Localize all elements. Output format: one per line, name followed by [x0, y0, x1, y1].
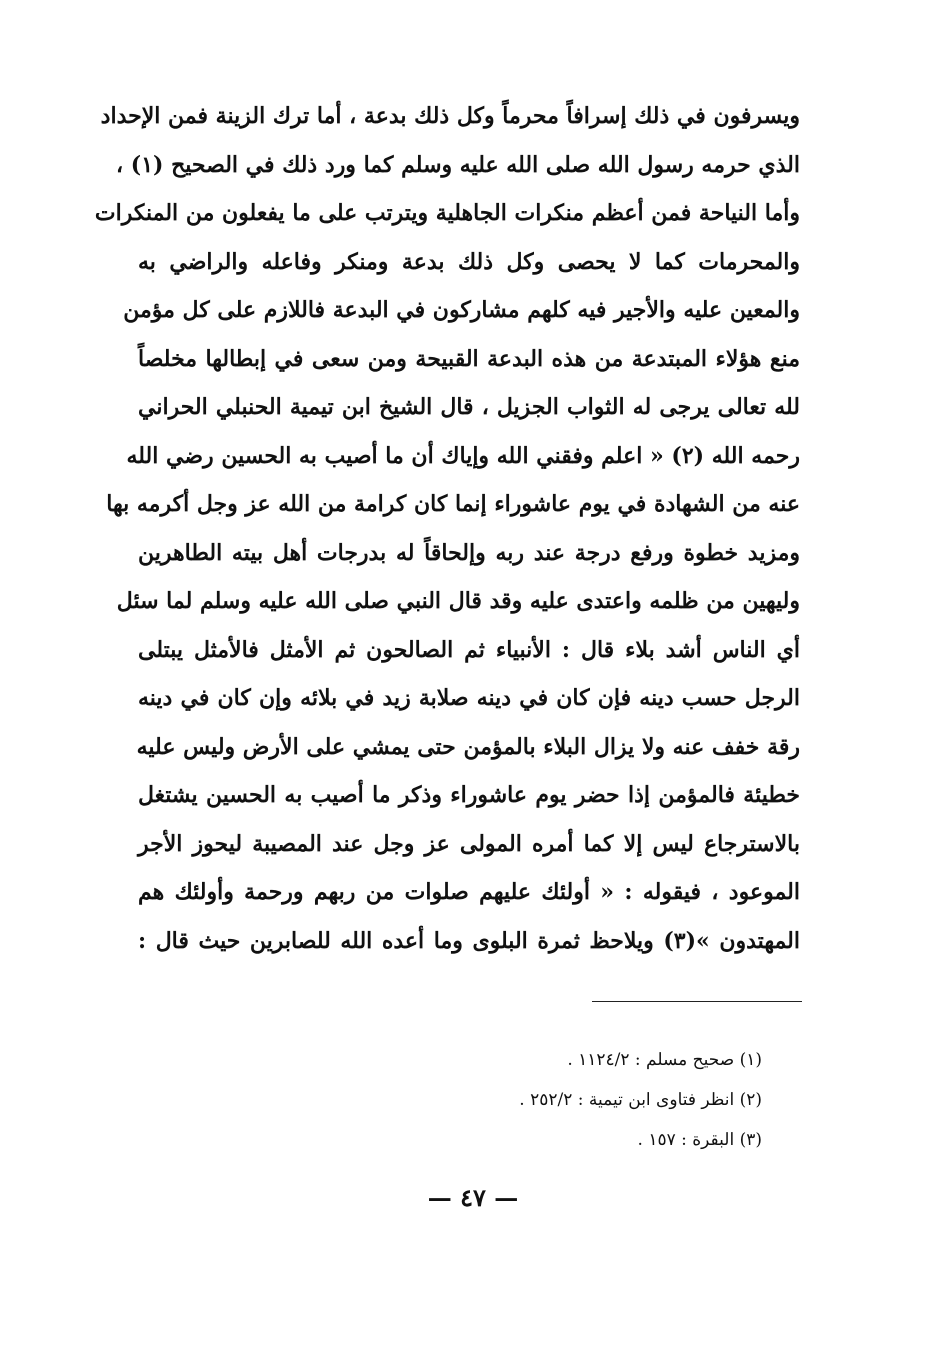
text-line: رقة خفف عنه ولا يزال البلاء بالمؤمن حتى يمشي على الأرض وليس عليه: [136, 733, 800, 760]
text-line: رحمه الله (٢) « اعلم وفقني الله وإياك أن ما أصيب به الحسين رضي الله: [126, 442, 800, 469]
text-line: أي الناس أشد بلاء قال : الأنبياء ثم الصالحون ثم الأمثل فالأمثل يبتلى: [138, 636, 800, 663]
footnote-item: (٣) البقرة : ١٥٧ .: [637, 1130, 762, 1150]
text-line: الرجل حسب دينه فإن كان في دينه صلابة زيد في بلائه وإن كان في دينه: [138, 685, 800, 711]
text-line: والمحرمات كما لا يحصى وكل ذلك بدعة ومنكر وفاعله والراضي به: [138, 248, 800, 275]
text-line: والمعين عليه والأجير فيه كلهم مشاركون في البدعة فاللازم على كل مؤمن: [123, 297, 800, 323]
page-number: — ٤٧ —: [427, 1183, 519, 1212]
text-line: لله تعالى يرجى له الثواب الجزيل ، قال الشيخ ابن تيمية الحنبلي الحراني: [138, 394, 800, 420]
footnote-divider: [592, 1001, 802, 1002]
main-text-block: [94, 92, 801, 965]
footnote-item: (٢) انظر فتاوى ابن تيمية : ٢٥٢/٢ .: [519, 1090, 762, 1110]
text-line: خطيئة فالمؤمن إذا حضر يوم عاشوراء وذكر ما أصيب به الحسين يشتغل: [138, 782, 801, 808]
footnotes-block: [300, 1040, 762, 1160]
text-line: منع هؤلاء المبتدعة من هذه البدعة القبيحة ومن سعى في إبطالها مخلصاً: [138, 345, 800, 372]
text-line: الذي حرمه رسول الله صلى الله عليه وسلم كما ورد ذلك في الصحيح (١) ،: [116, 151, 800, 178]
text-line: عنه من الشهادة في يوم عاشوراء إنما كان كرامة من الله عز وجل أكرمه بها: [106, 491, 800, 517]
text-line: بالاسترجاع ليس إلا كما أمره المولى عز وجل عند المصيبة ليحوز الأجر: [138, 830, 800, 857]
text-line: ويسرفون في ذلك إسرافاً محرماً وكل ذلك بدعة ، أما ترك الزينة فمن الإحداد: [100, 103, 800, 129]
text-line: ومزيد خطوة ورفع درجة عند ربه وإلحاقاً له بدرجات أهل بيته الطاهرين: [138, 539, 800, 566]
text-line: وأما النياحة فمن أعظم منكرات الجاهلية ويترتب على ما يفعلون من المنكرات: [94, 200, 800, 226]
text-line: الموعود ، فيقوله : « أولئك عليهم صلوات من ربهم ورحمة وأولئك هم: [138, 879, 800, 905]
footnote-item: (١) صحيح مسلم : ١١٢٤/٢ .: [567, 1050, 762, 1070]
text-line: وليهين من ظلمه واعتدى عليه وقد قال النبي صلى الله عليه وسلم لما سئل: [116, 588, 800, 614]
text-line: المهتدون »(٣) ويلاحظ ثمرة البلوى وما أعده الله للصابرين حيث قال :: [138, 927, 800, 954]
